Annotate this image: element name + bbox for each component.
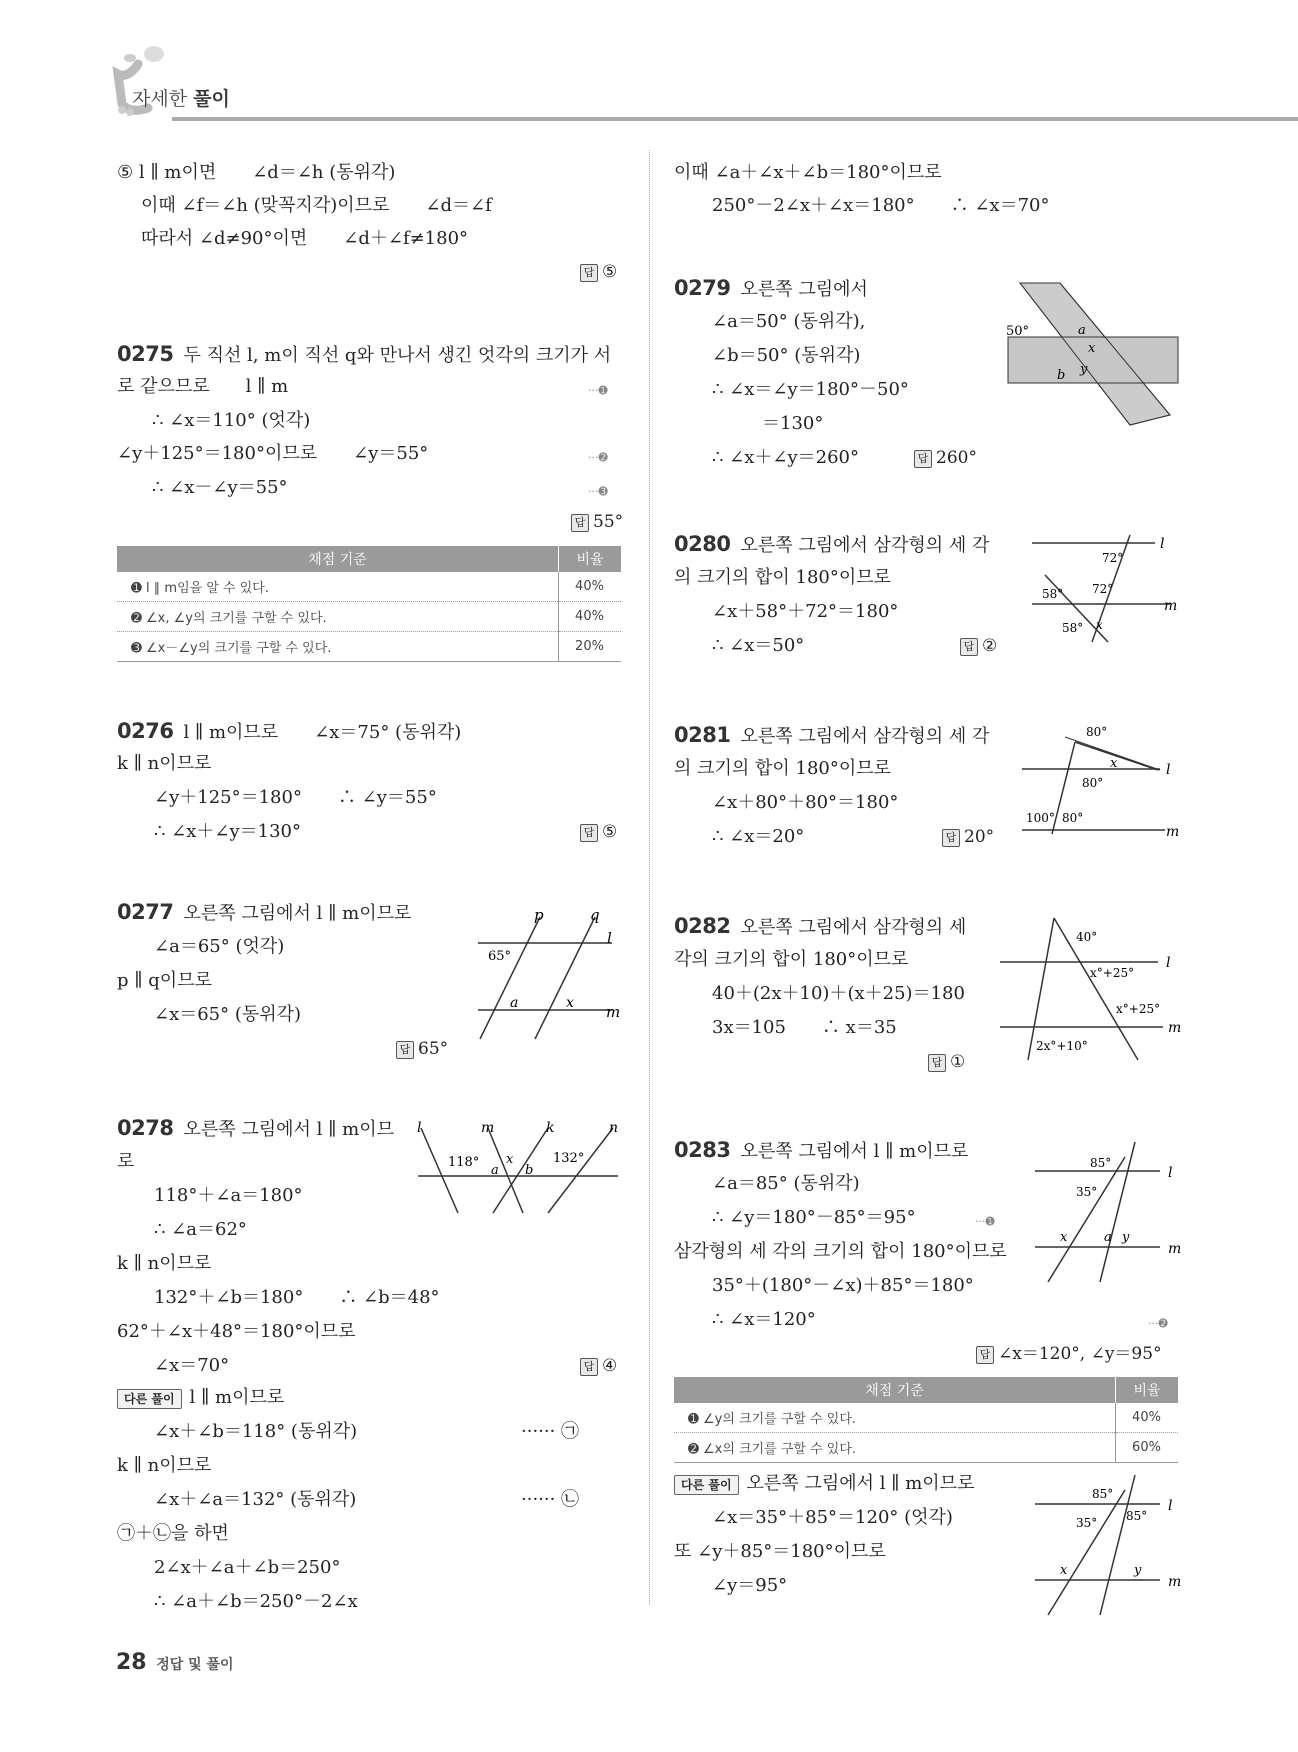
- answer-281-value: 20°: [964, 827, 995, 847]
- sol-279-line-2: ∠a＝50° (동위각),: [712, 311, 866, 332]
- fig-label: a: [1104, 1230, 1112, 1245]
- answer-280: [960, 634, 997, 658]
- scoring-item: ➊ l ∥ m임을 알 수 있다.: [117, 572, 559, 602]
- problem-number: 0282: [674, 914, 731, 938]
- sol-280-line-4: ∴ ∠x＝50°: [712, 635, 805, 656]
- sol-274-line-2: 이때 ∠f＝∠h (맞꼭지각)이므로 ∠d＝∠f: [141, 195, 492, 216]
- sol-274-line-1: ⑤ l ∥ m이면 ∠d＝∠h (동위각): [117, 162, 396, 183]
- fig-label: 72°: [1092, 582, 1114, 596]
- sol-276-line-4: ∴ ∠x＋∠y＝130°: [154, 821, 302, 842]
- scoring-ratio: 40%: [559, 602, 622, 632]
- sol-283-line-5: 35°＋(180°－∠x)＋85°＝180°: [712, 1275, 974, 1296]
- fig-label: l: [1166, 955, 1171, 971]
- scoring-header: 채점 기준: [674, 1377, 1116, 1403]
- scoring-item: ➋ ∠x의 크기를 구할 수 있다.: [674, 1433, 1116, 1463]
- figure-281: [1020, 722, 1190, 837]
- alt-283-line-3: 또 ∠y＋85°＝180°이므로: [674, 1541, 886, 1562]
- sol-281-line-4: ∴ ∠x＝20°: [712, 826, 805, 847]
- sol-279-line-1: 오른쪽 그림에서: [740, 279, 868, 300]
- sol-281-line-3: ∠x＋80°＋80°＝180°: [712, 792, 899, 813]
- step-marker: ···➊: [975, 1215, 995, 1228]
- answer-278: [580, 1354, 617, 1378]
- sol-282-line-4: 3x＝105 ∴ x＝35: [712, 1017, 897, 1038]
- fig-label: 35°: [1076, 1185, 1098, 1199]
- fig-label: y: [1134, 1563, 1142, 1578]
- scoring-item: ➋ ∠x, ∠y의 크기를 구할 수 있다.: [117, 602, 559, 632]
- sol-278-line-7: 62°＋∠x＋48°＝180°이므로: [117, 1321, 356, 1342]
- fig-label: m: [1168, 1241, 1182, 1257]
- fig-label: y: [1122, 1230, 1130, 1245]
- fig-label: 40°: [1076, 930, 1098, 944]
- fig-label: 2x°+10°: [1036, 1039, 1088, 1053]
- figure-283: [1030, 1137, 1190, 1287]
- answer-280-value: ②: [982, 636, 998, 656]
- scoring-item: ➊ ∠y의 크기를 구할 수 있다.: [674, 1403, 1116, 1433]
- fig-label: l: [607, 929, 612, 947]
- alt-278-line-4: ∠x＋∠a＝132° (동위각): [154, 1489, 357, 1510]
- sol-277-line-1: 오른쪽 그림에서 l ∥ m이므로: [183, 903, 412, 924]
- fig-label: k: [546, 1120, 555, 1136]
- sol-282-line-2: 각의 크기의 합이 180°이므로: [674, 949, 909, 970]
- problem-number: 0277: [117, 900, 174, 924]
- sol-282-line-1: 오른쪽 그림에서 삼각형의 세: [740, 917, 967, 938]
- fig-label: 80°: [1082, 776, 1104, 790]
- header-title-a: 자세한: [132, 88, 188, 110]
- fig-label: x: [1060, 1230, 1068, 1245]
- sol-281-line-1: 오른쪽 그림에서 삼각형의 세 각: [740, 726, 990, 747]
- answer-275: [571, 510, 623, 534]
- sol-279-line-3: ∠b＝50° (동위각): [712, 345, 861, 366]
- alt-278-line-5: ㉠＋㉡을 하면: [117, 1523, 229, 1544]
- scoring-ratio: 40%: [1116, 1403, 1179, 1433]
- answer-274: [580, 260, 617, 284]
- answer-275-value: 55°: [593, 512, 624, 532]
- sol-283-line-4: 삼각형의 세 각의 크기의 합이 180°이므로: [674, 1241, 1007, 1262]
- fig-label: x°+25°: [1116, 1002, 1161, 1016]
- sol-278-cont-1: 이때 ∠a＋∠x＋∠b＝180°이므로: [674, 162, 942, 183]
- sol-281-line-2: 의 크기의 합이 180°이므로: [674, 758, 892, 779]
- answer-icon: 답: [580, 1358, 598, 1376]
- fig-label: 100°: [1026, 811, 1055, 825]
- scoring-ratio: 60%: [1116, 1433, 1179, 1463]
- fig-label: 132°: [553, 1151, 585, 1166]
- alt-278-marker: ······ ㉠: [521, 1421, 580, 1442]
- fig-label: p: [534, 906, 544, 924]
- answer-282: [928, 1050, 965, 1074]
- fig-label: n: [609, 1120, 619, 1136]
- sol-276-line-3: ∠y＋125°＝180° ∴ ∠y＝55°: [154, 787, 437, 808]
- fig-label: 58°: [1042, 587, 1064, 601]
- step-marker: ···➊: [588, 384, 608, 397]
- alt-278-marker: ······ ㉡: [521, 1489, 580, 1510]
- sol-283-line-3: ∴ ∠y＝180°－85°＝95°: [712, 1207, 916, 1228]
- sol-279-line-6: ∴ ∠x＋∠y＝260°: [712, 447, 860, 468]
- sol-275-line-2: 로 같으므로 l ∥ m: [117, 376, 289, 397]
- answer-279-value: 260°: [936, 448, 977, 468]
- sol-278-cont-2: 250°－2∠x＋∠x＝180° ∴ ∠x＝70°: [712, 195, 1050, 216]
- fig-label: 85°: [1092, 1487, 1114, 1501]
- fig-label: a: [510, 995, 519, 1011]
- alt-283-line-4: ∠y＝95°: [712, 1575, 788, 1596]
- scoring-item: ➌ ∠x－∠y의 크기를 구할 수 있다.: [117, 632, 559, 662]
- footer-label: 정답 및 풀이: [156, 1657, 234, 1673]
- fig-label: 65°: [488, 949, 512, 964]
- answer-279: [914, 446, 977, 470]
- figure-283-alt: [1030, 1470, 1190, 1620]
- step-marker: ···➋: [588, 451, 608, 464]
- footer: [116, 1650, 234, 1675]
- step-marker: ···➋: [1148, 1317, 1168, 1330]
- scoring-ratio: 40%: [559, 572, 622, 602]
- fig-label: 58°: [1062, 621, 1084, 635]
- sol-279-line-4: ∴ ∠x＝∠y＝180°－50°: [712, 379, 909, 400]
- fig-label: x: [566, 995, 574, 1011]
- scoring-header: 비율: [1116, 1377, 1179, 1403]
- answer-icon: 답: [914, 450, 932, 468]
- alt-278-line-3: k ∥ n이므로: [117, 1455, 212, 1476]
- alt-278-line-2: ∠x＋∠b＝118° (동위각): [154, 1421, 358, 1442]
- answer-276-value: ⑤: [602, 822, 618, 842]
- page-number: 28: [116, 1650, 147, 1675]
- fig-label: m: [606, 1003, 620, 1021]
- sol-275-line-4: ∠y＋125°＝180°이므로 ∠y＝55°: [117, 443, 429, 464]
- figure-279: [1000, 275, 1185, 450]
- header-title-b: 풀이: [193, 88, 230, 110]
- fig-label: l: [1168, 1165, 1173, 1181]
- problem-number: 0279: [674, 276, 731, 300]
- scoring-ratio: 20%: [559, 632, 622, 662]
- fig-label: 72°: [1102, 551, 1124, 565]
- problem-number: 0281: [674, 723, 731, 747]
- sol-278-line-6: 132°＋∠b＝180° ∴ ∠b＝48°: [154, 1287, 440, 1308]
- figure-277: [470, 905, 620, 1045]
- answer-274-value: ⑤: [602, 262, 618, 282]
- answer-icon: 답: [928, 1054, 946, 1072]
- figure-280: [1030, 530, 1190, 645]
- fig-label: q: [590, 906, 600, 924]
- problem-number: 0278: [117, 1116, 174, 1140]
- fig-label: x: [1088, 341, 1096, 356]
- answer-icon: 답: [960, 638, 978, 656]
- fig-label: m: [1168, 1020, 1182, 1036]
- answer-282-value: ①: [950, 1052, 966, 1072]
- sol-283-line-2: ∠a＝85° (동위각): [712, 1173, 860, 1194]
- sol-278-line-3: 118°＋∠a＝180°: [154, 1185, 303, 1206]
- answer-icon: 답: [580, 264, 598, 282]
- scoring-table-275: [117, 546, 621, 662]
- fig-label: 35°: [1076, 1516, 1098, 1530]
- answer-283-value: ∠x＝120°, ∠y＝95°: [998, 1344, 1162, 1364]
- sol-277-line-4: ∠x＝65° (동위각): [154, 1004, 302, 1025]
- figure-278: [413, 1118, 623, 1218]
- sol-283-line-6: ∴ ∠x＝120°: [712, 1309, 816, 1330]
- sol-278-line-4: ∴ ∠a＝62°: [154, 1219, 247, 1240]
- fig-label: 118°: [448, 1155, 480, 1170]
- sol-280-line-1: 오른쪽 그림에서 삼각형의 세 각: [740, 535, 990, 556]
- problem-number: 0276: [117, 719, 174, 743]
- problem-number: 0283: [674, 1138, 731, 1162]
- sol-280-line-3: ∠x＋58°＋72°＝180°: [712, 601, 899, 622]
- fig-label: 80°: [1086, 725, 1108, 739]
- fig-label: m: [1168, 1574, 1182, 1590]
- sol-274-line-3: 따라서 ∠d≠90°이면 ∠d＋∠f≠180°: [141, 228, 469, 249]
- sol-280-line-2: 의 크기의 합이 180°이므로: [674, 567, 892, 588]
- sol-276-line-2: k ∥ n이므로: [117, 753, 212, 774]
- fig-label: l: [1166, 762, 1171, 778]
- problem-number: 0280: [674, 532, 731, 556]
- fig-label: l: [1168, 1498, 1173, 1514]
- alt-283-line-1: 오른쪽 그림에서 l ∥ m이므로: [746, 1473, 975, 1494]
- sol-278-line-1: 오른쪽 그림에서 l ∥ m이므: [183, 1119, 394, 1140]
- answer-281: [942, 825, 994, 849]
- scoring-header: 채점 기준: [117, 546, 559, 572]
- header-rule: [172, 117, 1298, 121]
- fig-label: l: [1160, 536, 1165, 552]
- fig-label: a: [1078, 323, 1086, 338]
- fig-label: b: [525, 1163, 534, 1178]
- sol-282-line-3: 40＋(2x＋10)＋(x＋25)＝180: [712, 983, 965, 1004]
- answer-icon: 답: [976, 1346, 994, 1364]
- sol-278-line-2: 로: [117, 1151, 135, 1172]
- fig-label: m: [1164, 598, 1178, 614]
- fig-label: b: [1057, 368, 1066, 383]
- answer-icon: 답: [396, 1041, 414, 1059]
- answer-icon: 답: [942, 829, 960, 847]
- sol-275-line-3: ∴ ∠x＝110° (엇각): [152, 410, 311, 431]
- alt-278-line-6: 2∠x＋∠a＋∠b＝250°: [154, 1557, 341, 1578]
- step-marker: ···➌: [588, 485, 608, 498]
- sol-279-line-5: ＝130°: [762, 413, 824, 434]
- sol-278-line-5: k ∥ n이므로: [117, 1253, 212, 1274]
- fig-label: a: [491, 1163, 499, 1178]
- answer-icon: 답: [571, 514, 589, 532]
- sol-275-line-5: ∴ ∠x－∠y＝55°: [152, 477, 288, 498]
- answer-283: [976, 1342, 1162, 1366]
- fig-label: x: [1060, 1563, 1068, 1578]
- answer-277: [396, 1037, 448, 1061]
- header-title: [132, 84, 230, 111]
- fig-label: y: [1080, 362, 1088, 377]
- fig-label: x: [1110, 756, 1118, 771]
- column-divider: [649, 150, 650, 1605]
- alt-278-line-1: l ∥ m이므로: [189, 1387, 285, 1408]
- fig-label: 80°: [1062, 811, 1084, 825]
- scoring-header: 비율: [559, 546, 622, 572]
- sol-276-line-1: l ∥ m이므로 ∠x＝75° (동위각): [183, 722, 462, 743]
- problem-number: 0275: [117, 342, 174, 366]
- answer-278-value: ④: [602, 1356, 618, 1376]
- fig-label: x: [506, 1152, 514, 1167]
- scoring-table-283: [674, 1377, 1178, 1463]
- fig-label: m: [481, 1120, 495, 1136]
- fig-label: m: [1166, 824, 1180, 837]
- sol-278-line-8: ∠x＝70°: [154, 1355, 230, 1376]
- alt-solution-badge: 다른 풀이: [674, 1475, 739, 1495]
- fig-label: l: [417, 1120, 422, 1136]
- fig-label: 50°: [1006, 324, 1030, 339]
- fig-label: 85°: [1090, 1156, 1112, 1170]
- answer-277-value: 65°: [418, 1039, 449, 1059]
- figure-282: [998, 915, 1188, 1065]
- sol-283-line-1: 오른쪽 그림에서 l ∥ m이므로: [740, 1141, 969, 1162]
- fig-label: x: [1096, 618, 1103, 632]
- answer-276: [580, 820, 617, 844]
- fig-label: 85°: [1126, 1509, 1148, 1523]
- alt-283-line-2: ∠x＝35°＋85°＝120° (엇각): [712, 1507, 953, 1528]
- sol-275-line-1: 두 직선 l, m이 직선 q와 만나서 생긴 엇각의 크기가 서: [183, 345, 612, 366]
- fig-label: x°+25°: [1090, 966, 1135, 980]
- alt-278-line-7: ∴ ∠a＋∠b＝250°－2∠x: [154, 1591, 358, 1612]
- alt-solution-badge: 다른 풀이: [117, 1389, 182, 1409]
- sol-277-line-3: p ∥ q이므로: [117, 970, 212, 991]
- answer-icon: 답: [580, 824, 598, 842]
- sol-277-line-2: ∠a＝65° (엇각): [154, 936, 285, 957]
